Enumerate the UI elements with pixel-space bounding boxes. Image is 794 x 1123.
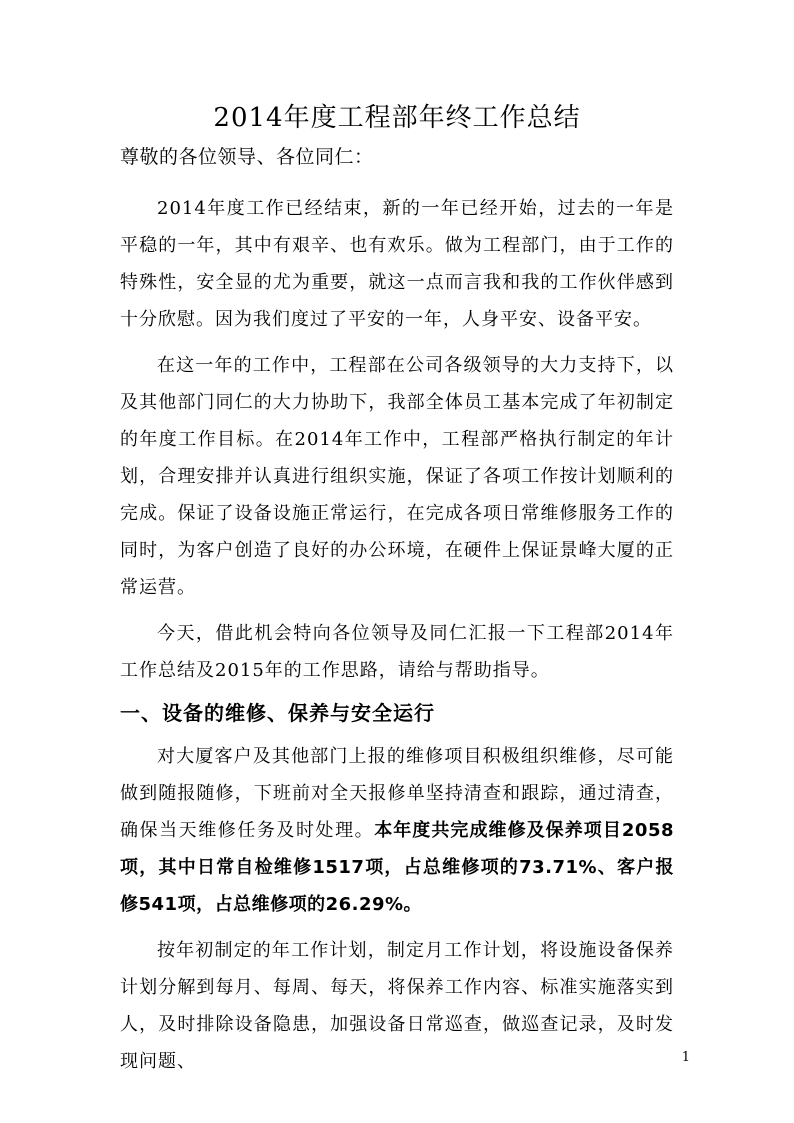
section-1-paragraph-1 [120, 738, 674, 923]
section-1-paragraph-1-bold: 本年度共完成维修及保养项目2058项，其中日常自检维修1517项，占总维修项的73.71%、客户报修541项，占总维修项的26.29%。 [120, 820, 674, 915]
section-heading-1: 一、设备的维修、保养与安全运行 [120, 701, 435, 725]
paragraph-3: 今天，借此机会特向各位领导及同仁汇报一下工程部2014年工作总结及2015年的工作思路，请给与帮助指导。 [120, 623, 674, 681]
paragraph-1: 2014年度工作已经结束，新的一年已经开始，过去的一年是平稳的一年，其中有艰辛、也有欢乐。做为工程部门，由于工作的特殊性，安全显的尤为重要，就这一点而言我和我的工作伙伴感到十分欣慰。因为我们度过了平安的一年，人身平安、设备平安。 [120, 198, 674, 330]
section-1-paragraph-1-normal: 对大厦客户及其他部门上报的维修项目积极组织维修，尽可能做到随报随修，下班前对全天报修单坚持清查和跟踪，通过清查，确保当天维修任务及时处理。 [120, 746, 674, 841]
paragraph-2: 在这一年的工作中，工程部在公司各级领导的大力支持下，以及其他部门同仁的大力协助下，我部全体员工基本完成了年初制定的年度工作目标。在2014年工作中，工程部严格执行制定的年计划，合理安排并认真进行组织实施，保证了各项工作按计划顺利的完成。保证了设备设施正常运行，在完成各项日常维修服务工作的同时，为客户创造了良好的办公环境，在硬件上保证景峰大厦的正常运营。 [120, 355, 674, 598]
page-number: 1 [681, 1050, 690, 1065]
section-1-paragraph-2: 按年初制定的年工作计划，制定月工作计划，将设施设备保养计划分解到每月、每周、每天，将保养工作内容、标准实施落实到人，及时排除设备隐患，加强设备日常巡查，做巡查记录，及时发现问题、 [120, 940, 674, 1072]
greeting: 尊敬的各位领导、各位同仁： [120, 146, 374, 168]
document-content [120, 98, 674, 1089]
document-title: 2014年度工程部年终工作总结 [213, 103, 581, 133]
